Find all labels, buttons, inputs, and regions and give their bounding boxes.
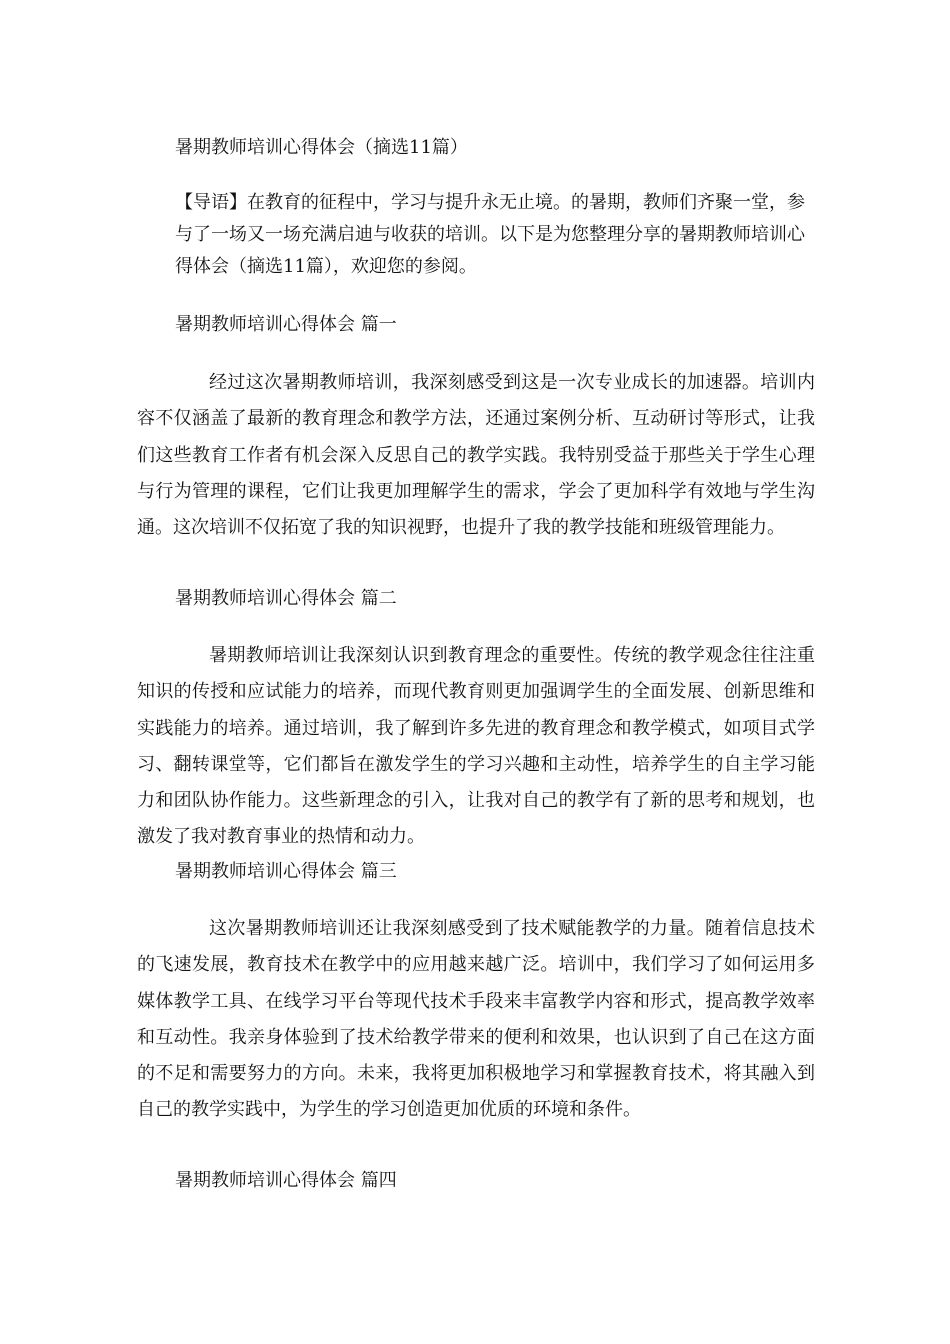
section-heading-2: 暑期教师培训心得体会 篇二 bbox=[175, 588, 397, 609]
section-body-2: 暑期教师培训让我深刻认识到教育理念的重要性。传统的教学观念往往注重知识的传授和应试能力的培养，而现代教育则更加强调学生的全面发展、创新思维和实践能力的培养。通过培训，我了解到许多先进的教育理念和教学模式，如项目式学习、翻转课堂等，它们都旨在激发学生的学习兴趣和主动性，培养学生的自主学习能力和团队协作能力。这些新理念的引入，让我对自己的教学有了新的思考和规划，也激发了我对教育事业的热情和动力。 bbox=[137, 645, 815, 848]
section-body-1: 经过这次暑期教师培训，我深刻感受到这是一次专业成长的加速器。培训内容不仅涵盖了最新的教育理念和教学方法，还通过案例分析、互动研讨等形式，让我们这些教育工作者有机会深入反思自己的教学实践。我特别受益于那些关于学生心理与行为管理的课程，它们让我更加理解学生的需求，学会了更加科学有效地与学生沟通。这次培训不仅拓宽了我的知识视野，也提升了我的教学技能和班级管理能力。 bbox=[137, 372, 815, 539]
section-heading-3: 暑期教师培训心得体会 篇三 bbox=[175, 861, 397, 882]
section-heading-1: 暑期教师培训心得体会 篇一 bbox=[175, 314, 397, 335]
document-title: 暑期教师培训心得体会（摘选11篇） bbox=[175, 137, 468, 158]
section-heading-4: 暑期教师培训心得体会 篇四 bbox=[175, 1170, 397, 1191]
section-body-3: 这次暑期教师培训还让我深刻感受到了技术赋能教学的力量。随着信息技术的飞速发展，教育技术在教学中的应用越来越广泛。培训中，我们学习了如何运用多媒体教学工具、在线学习平台等现代技术手段来丰富教学内容和形式，提高教学效率和互动性。我亲身体验到了技术给教学带来的便利和效果，也认识到了自己在这方面的不足和需要努力的方向。未来，我将更加积极地学习和掌握教育技术，将其融入到自己的教学实践中，为学生的学习创造更加优质的环境和条件。 bbox=[137, 918, 815, 1121]
intro-paragraph: 【导语】在教育的征程中，学习与提升永无止境。的暑期，教师们齐聚一堂，参与了一场又一场充满启迪与收获的培训。以下是为您整理分享的暑期教师培训心得体会（摘选11篇），欢迎您的参阅。 bbox=[175, 192, 805, 277]
